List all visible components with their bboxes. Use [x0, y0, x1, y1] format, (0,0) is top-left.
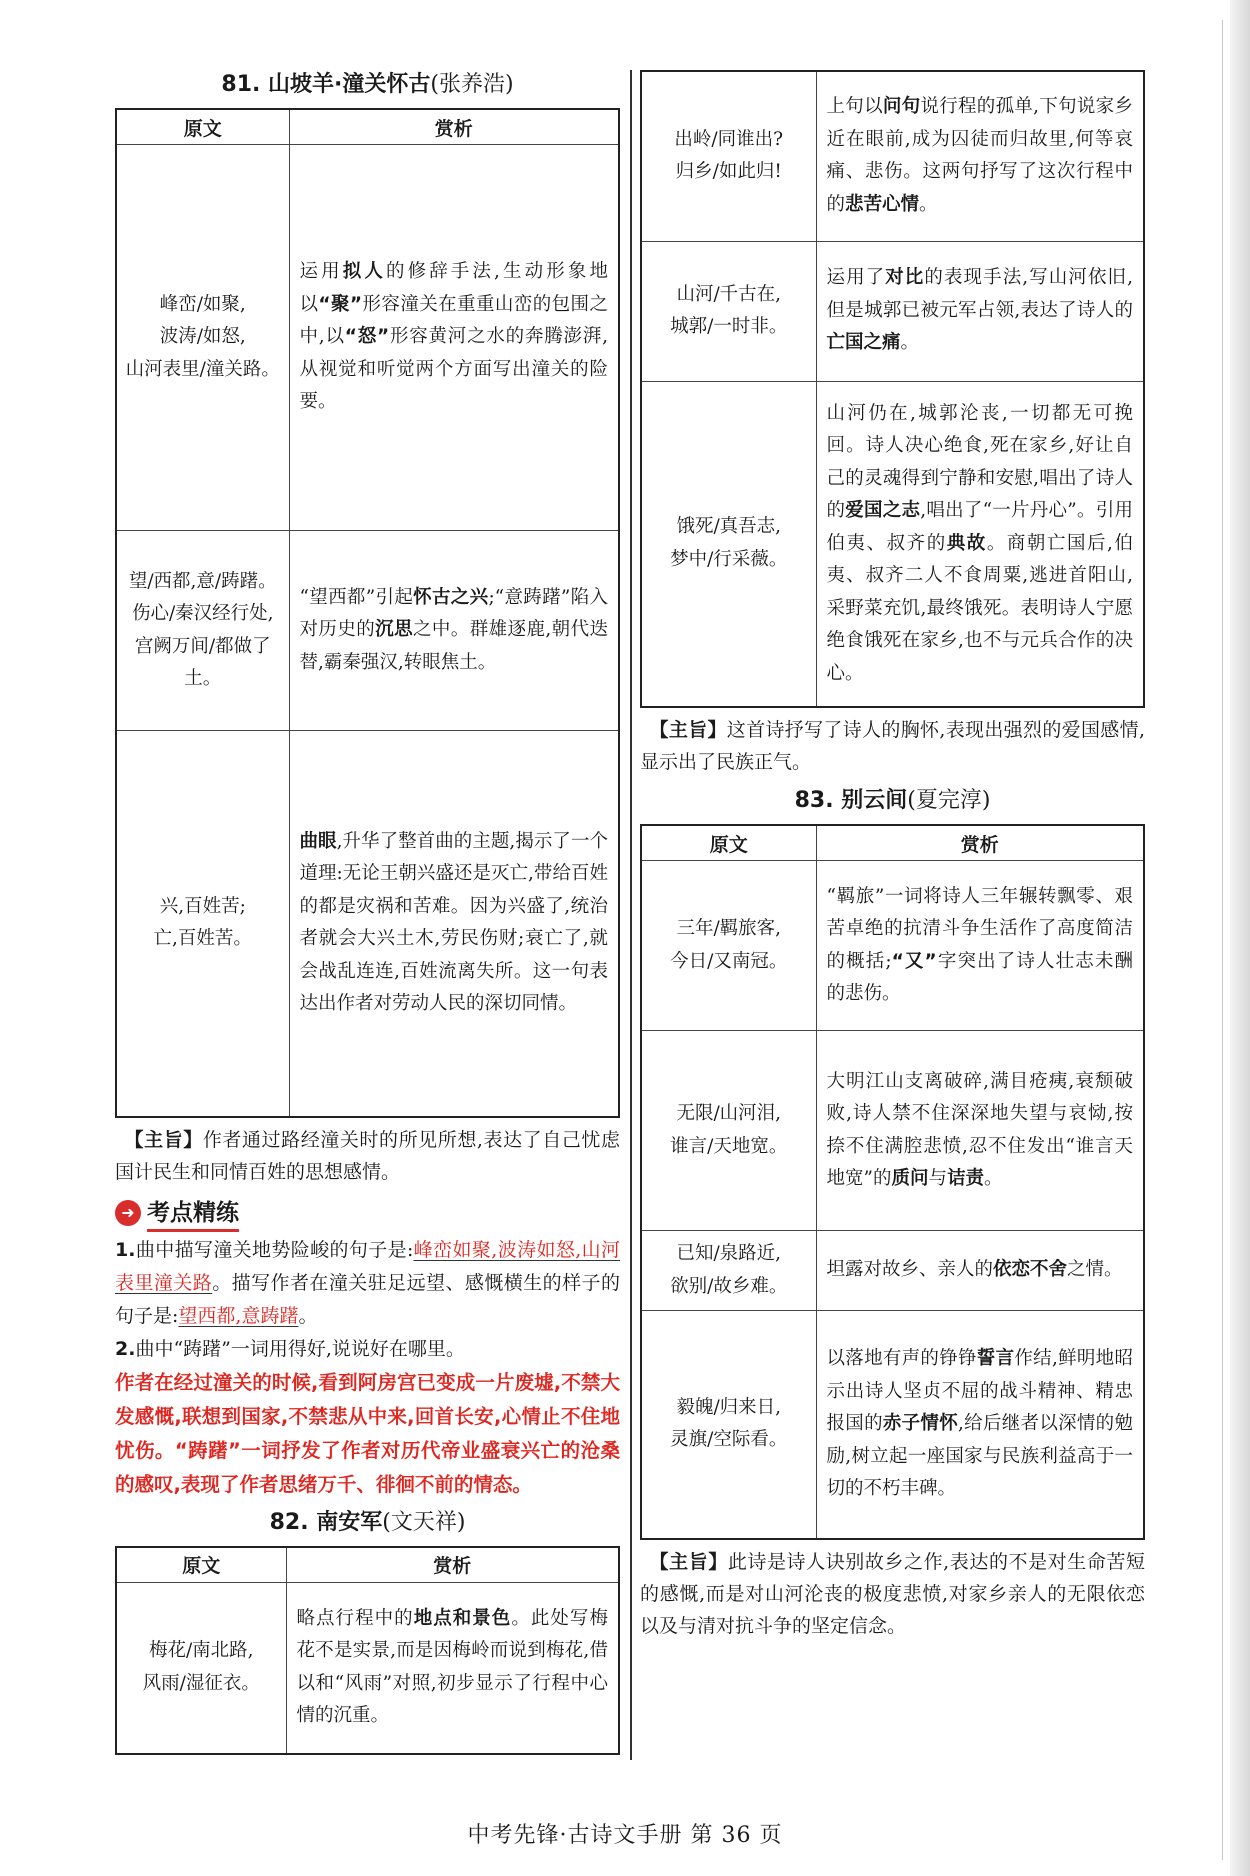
section-82-heading: 82. 南安军	[269, 1509, 383, 1535]
poem-line: 三年/羁旅客,	[676, 918, 782, 939]
poem-line: 伤心/秦汉经行处,	[131, 603, 274, 624]
theme-text: 这首诗抒写了诗人的胸怀,表现出强烈的爱国感情,显示出了民族正气。	[640, 719, 1145, 773]
section-83-table	[640, 824, 1145, 1540]
analysis-keyword: “又”	[891, 950, 937, 972]
poem-line: 饿死/真吾志,	[676, 516, 782, 538]
table-header-row	[116, 109, 619, 145]
poem-line: 城郭/一时非。	[670, 316, 788, 337]
page-edge	[1230, 0, 1250, 1876]
question-text: 曲中描写潼关地势险峻的句子是:	[135, 1238, 414, 1261]
poem-line: 风雨/湿征衣。	[142, 1672, 260, 1694]
kaodian-title: 考点精练	[147, 1194, 239, 1232]
section-83-author: (夏完淳)	[907, 788, 991, 813]
table-row	[641, 861, 1144, 1031]
poem-line: 无限/山河泪,	[676, 1103, 782, 1124]
col-analysis-header: 赏析	[816, 825, 1144, 861]
analysis-cell	[816, 1311, 1144, 1539]
poem-line: 归乡/如此归!	[675, 161, 782, 183]
table-row	[641, 71, 1144, 241]
section-82-table-part1	[115, 1546, 620, 1756]
theme-tag: 【主旨】	[649, 719, 727, 741]
analysis-text: 大明江山支离破碎,满目疮痍,衰颓破败,诗人禁不住深深地失望与哀恸,按捺不住满腔悲愤,忍不住发出“谁言天地宽”的	[826, 1070, 1133, 1189]
section-81-table	[115, 108, 620, 1118]
analysis-cell	[289, 731, 619, 1117]
poem-line: 宫阙万间/都做了土。	[134, 635, 271, 689]
analysis-text: 。	[919, 193, 938, 215]
analysis-text: 。此处写梅花不是实景,而是因梅岭而说到梅花,借以和“风雨”对照,初步显示了行程中心情的沉重。	[296, 1607, 608, 1727]
question-1	[115, 1234, 620, 1333]
theme-text: 此诗是诗人诀别故乡之作,表达的不是对生命苦短的感慨,而是对山河沦丧的极度悲愤,对家乡亲人的无限依恋以及与清对抗斗争的坚定信念。	[640, 1550, 1145, 1637]
analysis-text: 说行程的孤单,下句说家乡近在眼前,成为囚徒而归故里,何等哀痛、悲伤。这两句抒写了这次行程中的	[826, 96, 1133, 215]
arrow-right-icon: ➜	[115, 1200, 141, 1226]
analysis-text: 与	[928, 1168, 947, 1189]
analysis-text: ;“意踌躇”陷入对历史的	[299, 586, 608, 641]
original-text-cell	[641, 1231, 816, 1311]
analysis-keyword: 拟人	[342, 261, 386, 283]
analysis-keyword: 依恋不舍	[993, 1259, 1068, 1281]
table-row	[641, 241, 1144, 381]
poem-line: 谁言/天地宽。	[670, 1135, 788, 1157]
section-83-title	[640, 786, 1145, 816]
answer-text: 作者在经过潼关的时候,看到阿房宫已变成一片废墟,不禁大发感慨,联想到国家,不禁悲从中来,回首长安,心情止不住地忧伤。“踌躇”一词抒发了作者对历代帝业盛衰兴亡的沧桑的感叹,表现了作者思绪万千、徘徊不前的情态。	[115, 1370, 620, 1496]
original-text-cell	[116, 731, 289, 1117]
analysis-text: 的表现手法,写山河依旧,但是城郭已被元军占领,表达了诗人的	[826, 267, 1133, 321]
original-text-cell	[641, 381, 816, 707]
analysis-keyword: 爱国之志	[845, 500, 921, 521]
analysis-text: ,唱出了“一片丹心”。引用伯夷、叔齐的	[826, 500, 1133, 554]
poem-line: 波涛/如怒,	[159, 326, 246, 348]
analysis-keyword: 诘责	[947, 1168, 985, 1189]
analysis-keyword: 质问	[891, 1168, 929, 1189]
col-original-header: 原文	[641, 825, 816, 861]
analysis-text: 坦露对故乡、亲人的	[826, 1259, 994, 1281]
analysis-text: 之中。群雄逐鹿,朝代迭替,霸秦强汉,转眼焦土。	[299, 619, 608, 673]
original-text-cell	[641, 241, 816, 381]
analysis-text: ,升华了整首曲的主题,揭示了一个道理:无论王朝兴盛还是灭亡,带给百姓的都是灾祸和苦难。因为兴盛了,统治者就会大兴土木,劳民伤财;衰亡了,就会战乱连连,百姓流离失所。这一句表达出作者对劳动人民的深切同情。	[299, 830, 608, 1015]
original-text-cell	[641, 71, 816, 241]
analysis-cell	[286, 1582, 619, 1754]
analysis-text: 以落地有声的铮铮	[826, 1348, 977, 1369]
analysis-cell	[816, 861, 1144, 1031]
section-82-title	[115, 1508, 620, 1538]
section-82-theme	[640, 714, 1145, 778]
poem-line: 山河表里/潼关路。	[125, 358, 280, 380]
analysis-text: ,给后继者以深情的勉励,树立起一座国家与民族利益高于一切的不朽丰碑。	[826, 1413, 1133, 1499]
analysis-cell	[816, 381, 1144, 707]
section-83-heading: 83. 别云间	[794, 788, 908, 813]
original-text-cell	[116, 1582, 286, 1754]
table-header-row	[116, 1547, 619, 1583]
question-text: 。描写作者在潼关驻足远望、感慨横生的样子的句子是:	[115, 1271, 620, 1327]
analysis-text: 形容潼关在重重山峦的包围之中,以	[299, 293, 608, 348]
analysis-keyword: 沉思	[375, 619, 413, 641]
answer-fill: 望西都,意踌躇	[178, 1304, 299, 1327]
theme-tag: 【主旨】	[124, 1128, 203, 1151]
original-text-cell	[116, 145, 289, 531]
right-column	[640, 70, 1145, 1650]
analysis-cell	[816, 71, 1144, 241]
section-81-title	[115, 70, 620, 100]
analysis-text: 略点行程中的	[296, 1607, 414, 1629]
analysis-text: 字突出了诗人壮志未酬的悲伤。	[826, 950, 1133, 1004]
table-row	[641, 381, 1144, 707]
section-81-theme	[115, 1124, 620, 1188]
kaodian-header	[115, 1196, 620, 1230]
analysis-cell	[289, 531, 619, 731]
original-text-cell	[641, 1311, 816, 1539]
analysis-cell	[816, 241, 1144, 381]
page-footer: 中考先锋·古诗文手册 第 36 页	[467, 1823, 783, 1848]
col-original-header: 原文	[116, 1547, 286, 1583]
theme-tag: 【主旨】	[649, 1550, 728, 1573]
original-text-cell	[641, 1031, 816, 1231]
analysis-text: 山河仍在,城郭沦丧,一切都无可挽回。诗人决心绝食,死在家乡,好让自己的灵魂得到宁静和安慰,唱出了诗人的	[826, 402, 1133, 521]
table-row	[116, 145, 619, 531]
analysis-keyword: 对比	[885, 267, 925, 289]
analysis-cell	[816, 1031, 1144, 1231]
section-83-theme	[640, 1546, 1145, 1642]
answer-fill: 峰峦如聚,波涛如怒,山河表里潼关路	[115, 1238, 620, 1294]
poem-line: 出岭/同谁出?	[674, 128, 784, 150]
analysis-text: 运用了	[826, 267, 886, 289]
col-original-header: 原文	[116, 109, 289, 145]
page-edge-line	[1222, 20, 1223, 1860]
analysis-keyword: 赤子情怀	[882, 1413, 959, 1434]
table-row	[116, 531, 619, 731]
poem-line: 兴,百姓苦;	[159, 895, 246, 917]
poem-line: 山河/千古在,	[676, 283, 782, 305]
question-2	[115, 1333, 620, 1366]
analysis-text: 作结,鲜明地昭示出诗人坚贞不屈的战斗精神、精忠报国的	[826, 1348, 1133, 1434]
table-row	[641, 1231, 1144, 1311]
analysis-text: 形容黄河之水的奔腾澎湃,从视觉和听觉两个方面写出潼关的险要。	[299, 326, 608, 413]
analysis-keyword: 悲苦心情	[845, 193, 920, 215]
analysis-text: 。商朝亡国后,伯夷、叔齐二人不食周粟,逃进首阳山,采野菜充饥,最终饿死。表明诗人宁愿绝食饿死在家乡,也不与元兵合作的决心。	[826, 532, 1133, 684]
analysis-keyword: “聚”	[318, 293, 363, 315]
poem-line: 已知/泉路近,	[676, 1243, 782, 1264]
poem-line: 峰峦/如聚,	[159, 293, 246, 315]
table-header-row	[641, 825, 1144, 861]
poem-line: 灵旗/空际看。	[670, 1429, 788, 1451]
analysis-keyword: “怒”	[344, 326, 390, 348]
question-text: 曲中“踌躇”一词用得好,说说好在哪里。	[135, 1337, 465, 1360]
table-row	[641, 1311, 1144, 1539]
analysis-text: “羁旅”一词将诗人三年辗转飘零、艰苦卓绝的抗清斗争生活作了高度简洁的概括;	[826, 885, 1133, 972]
poem-line: 梦中/行采薇。	[670, 548, 788, 570]
table-row	[116, 731, 619, 1117]
section-81-author: (张养浩)	[430, 72, 514, 97]
poem-line: 毅魄/归来日,	[676, 1396, 782, 1418]
table-row	[116, 1582, 619, 1754]
original-text-cell	[641, 861, 816, 1031]
analysis-keyword: 典故	[946, 532, 987, 554]
analysis-text: 的修辞手法,生动形象地以	[299, 261, 608, 315]
analysis-keyword: 曲眼	[299, 830, 337, 852]
poem-line: 亡,百姓苦。	[153, 928, 252, 950]
analysis-keyword: 地点和景色	[413, 1607, 512, 1629]
analysis-text: “望西都”引起	[299, 586, 414, 608]
analysis-keyword: 怀古之兴	[413, 586, 489, 608]
analysis-cell	[289, 145, 619, 531]
analysis-keyword: 问句	[882, 96, 921, 118]
analysis-keyword: 亡国之痛	[826, 332, 901, 354]
analysis-keyword: 誓言	[976, 1348, 1015, 1369]
analysis-text: 。	[900, 332, 920, 354]
section-82-table-part2	[640, 70, 1145, 708]
table-row	[641, 1031, 1144, 1231]
poem-line: 欲别/故乡难。	[670, 1275, 788, 1297]
poem-line: 望/西都,意/踌躇。	[128, 570, 277, 592]
poem-line: 梅花/南北路,	[148, 1640, 254, 1662]
theme-text: 作者通过路经潼关时的所见所想,表达了自己忧虑国计民生和同情百姓的思想感情。	[115, 1128, 620, 1183]
question-number: 2.	[115, 1337, 136, 1360]
analysis-text: 之情。	[1067, 1259, 1123, 1281]
poem-line: 今日/又南冠。	[670, 950, 788, 972]
analysis-cell	[816, 1231, 1144, 1311]
col-analysis-header: 赏析	[289, 109, 619, 145]
section-81-heading: 81. 山坡羊·潼关怀古	[221, 72, 431, 97]
original-text-cell	[116, 531, 289, 731]
question-number: 1.	[115, 1238, 136, 1261]
analysis-text: 运用	[299, 261, 343, 283]
analysis-text: 上句以	[826, 96, 883, 118]
col-analysis-header: 赏析	[286, 1547, 619, 1583]
left-column	[115, 70, 620, 1755]
analysis-text: 。	[984, 1168, 1003, 1189]
section-82-author: (文天祥)	[382, 1509, 466, 1535]
question-text: 。	[298, 1304, 318, 1327]
column-divider	[630, 70, 632, 1760]
